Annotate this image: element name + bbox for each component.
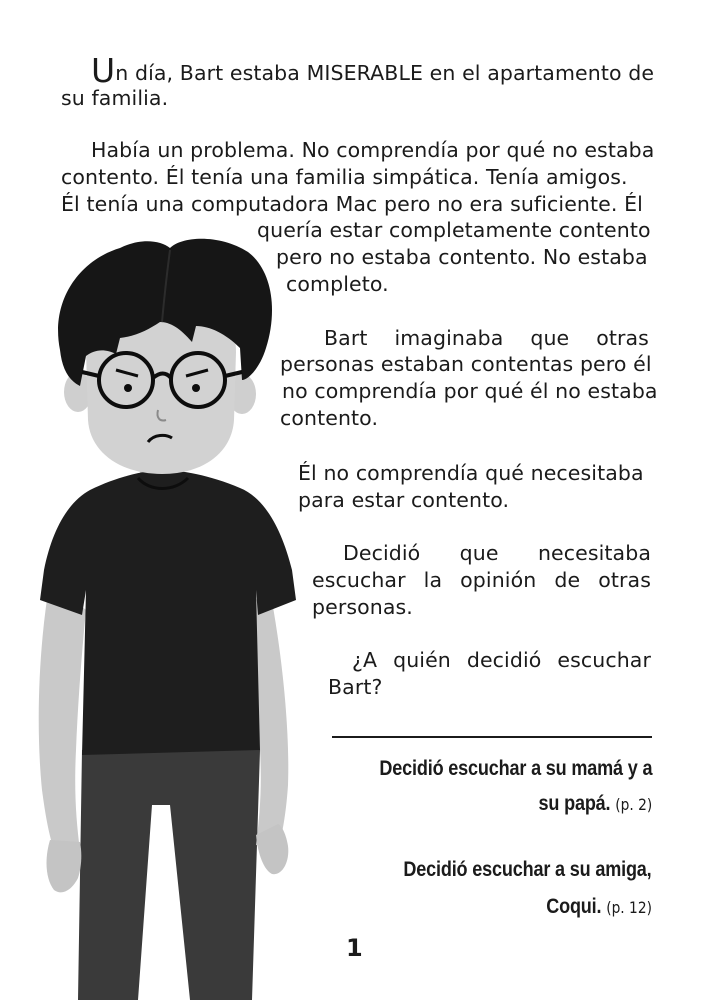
answer-divider xyxy=(332,736,652,738)
page-number: 1 xyxy=(346,934,363,962)
paragraph-2-line-5: pero no estaba contento. No estaba xyxy=(276,245,648,269)
paragraph-5-line-3: personas. xyxy=(312,595,413,619)
paragraph-2-line-3: Él tenía una computadora Mac pero no era suficiente. Él xyxy=(61,192,643,216)
paragraph-4-line-1: Él no comprendía qué necesitaba xyxy=(298,461,644,485)
paragraph-5-line-1: Decidió que necesitaba xyxy=(343,541,651,565)
answer-2-line-2: Coqui. (p. 12) xyxy=(546,895,652,918)
drop-cap: U xyxy=(91,51,116,90)
paragraph-1-line-1: Un día, Bart estaba MISERABLE en el apartamento de xyxy=(91,51,655,90)
left-arm xyxy=(39,580,86,855)
paragraph-2-line-2: contento. Él tenía una familia simpática. Tenía amigos. xyxy=(61,165,628,189)
paragraph-2-line-4: quería estar completamente contento xyxy=(257,218,651,242)
right-eye xyxy=(192,384,200,392)
boy-illustration xyxy=(20,230,320,1000)
paragraph-5-line-2: escuchar la opinión de otras xyxy=(312,568,651,592)
question-line-2: Bart? xyxy=(328,675,383,699)
left-hand xyxy=(47,840,82,892)
paragraph-4-line-2: para estar contento. xyxy=(298,488,510,512)
paragraph-3-line-2: personas estaban contentas pero él xyxy=(280,352,652,376)
answer-1-line-1: Decidió escuchar a su mamá y a xyxy=(379,757,652,780)
paragraph-3-line-4: contento. xyxy=(280,406,379,430)
answer-2-page-ref: (p. 12) xyxy=(606,898,652,917)
paragraph-2-line-6: completo. xyxy=(286,272,389,296)
question-line-1: ¿A quién decidió escuchar xyxy=(352,648,651,672)
answer-2-line-1: Decidió escuchar a su amiga, xyxy=(403,858,652,881)
left-eye xyxy=(124,384,132,392)
paragraph-3-line-1: Bart imaginaba que otras xyxy=(324,326,649,350)
answer-1-line-2: su papá. (p. 2) xyxy=(538,792,652,815)
paragraph-2-line-1: Había un problema. No comprendía por qué no estaba xyxy=(91,138,655,162)
answer-1-page-ref: (p. 2) xyxy=(615,795,652,814)
pants xyxy=(78,750,260,1000)
paragraph-3-line-3: no comprendía por qué él no estaba xyxy=(282,379,658,403)
paragraph-1-line-2: su familia. xyxy=(61,86,169,110)
